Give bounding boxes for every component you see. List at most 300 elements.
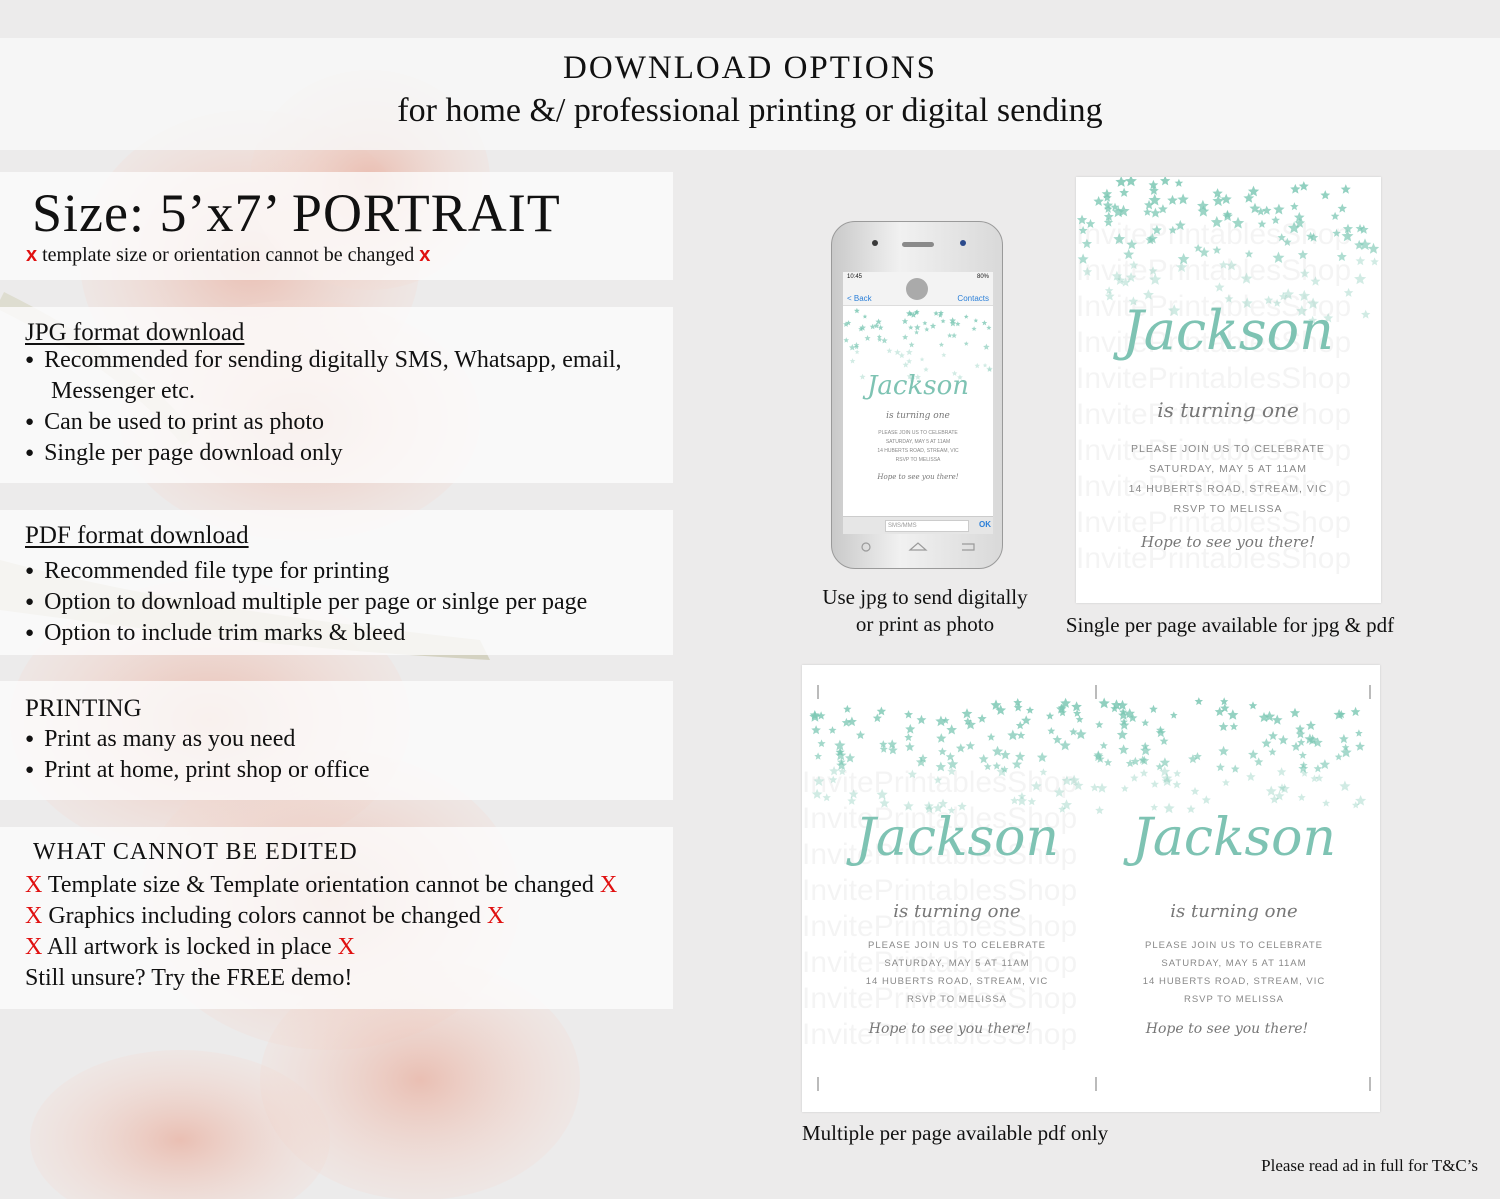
star-icon [941, 319, 946, 324]
star-icon [951, 333, 957, 339]
star-icon [955, 321, 960, 326]
star-icon [1322, 799, 1330, 807]
star-icon [1177, 194, 1188, 205]
list-item: ● Recommended for sending digitally SMS, Whatsapp, email, [25, 347, 622, 374]
phone-nav-icons [852, 540, 984, 554]
star-icon [1212, 188, 1222, 198]
star-icon [917, 715, 927, 724]
star-icon [1254, 757, 1263, 766]
star-icon [1105, 291, 1115, 300]
x-icon: X [486, 903, 505, 929]
star-icon [1095, 806, 1104, 814]
list-item: ● Single per page download only [25, 440, 343, 467]
restriction-item [25, 872, 617, 899]
star-icon [1298, 793, 1306, 801]
jpg-panel [0, 307, 673, 483]
size-note [26, 244, 430, 267]
restriction-text: All artwork is locked in place [47, 934, 332, 960]
star-icon [1227, 709, 1238, 720]
size-note-text: template size or orientation cannot be changed [37, 244, 420, 266]
star-icon [1231, 765, 1240, 773]
star-icon [1355, 741, 1365, 750]
star-icon [1097, 783, 1108, 793]
star-icon [1311, 276, 1321, 286]
star-icon [879, 798, 889, 808]
star-icon [905, 742, 915, 751]
star-icon [850, 358, 856, 363]
star-icon [1118, 710, 1129, 720]
list-item: ● Option to include trim marks & bleed [25, 620, 405, 647]
star-icon [1100, 742, 1108, 750]
star-icon [1249, 701, 1258, 709]
star-icon [1266, 786, 1277, 797]
star-icon [1195, 697, 1203, 705]
star-icon [1298, 250, 1308, 260]
invitation-subtitle: is turning one [886, 411, 950, 421]
star-icon [1117, 729, 1128, 740]
star-icon [1054, 787, 1065, 797]
star-icon [886, 348, 892, 354]
phone-caption-line1: Use jpg to send digitally [822, 585, 1028, 609]
star-icon [1211, 216, 1223, 228]
star-icon [1141, 719, 1149, 727]
star-icon [1332, 229, 1341, 237]
star-icon [1246, 772, 1256, 781]
star-icon [1016, 721, 1025, 729]
star-icon [1014, 703, 1023, 711]
star-icon [992, 746, 1003, 757]
invitation-line: RSVP TO MELISSA [1183, 994, 1285, 1005]
star-icon [1037, 752, 1048, 762]
star-icon [1178, 253, 1190, 264]
phone-invitation [843, 308, 993, 518]
star-icon [1079, 226, 1088, 234]
cannot-edit-title: WHAT CANNOT BE EDITED [33, 839, 358, 865]
contacts-link: Contacts [957, 294, 989, 303]
star-icon [1125, 177, 1137, 186]
star-icon [1222, 779, 1230, 787]
star-confetti [1090, 697, 1366, 814]
star-icon [829, 776, 837, 784]
star-icon [975, 363, 981, 368]
star-icon [950, 320, 957, 326]
x-icon: X [337, 934, 355, 960]
star-icon [876, 789, 887, 800]
star-icon [894, 349, 901, 355]
star-icon [1076, 715, 1084, 723]
camera-icon [872, 240, 878, 246]
star-icon [1290, 202, 1299, 210]
restriction-item [25, 934, 355, 961]
star-icon [1320, 190, 1330, 199]
invitation-line: RSVP TO MELISSA [906, 994, 1008, 1005]
star-icon [1113, 233, 1125, 244]
star-icon [1093, 196, 1104, 206]
star-icon [1337, 252, 1347, 262]
star-icon [936, 733, 946, 743]
star-icon [1012, 759, 1022, 769]
star-icon [962, 708, 973, 718]
star-icon [1232, 217, 1244, 229]
star-icon [1283, 238, 1292, 246]
star-icon [1248, 749, 1258, 759]
star-icon [1053, 735, 1063, 744]
star-icon [1219, 722, 1229, 731]
invitation-line: PLEASE JOIN US TO CELEBRATE [878, 430, 958, 436]
x-icon: X [599, 872, 618, 898]
star-icon [818, 739, 826, 747]
star-icon [1131, 757, 1140, 766]
star-icon [964, 314, 969, 318]
printing-section-title: PRINTING [25, 695, 142, 722]
star-icon [1361, 310, 1370, 319]
star-icon [843, 705, 851, 713]
star-icon [1077, 215, 1087, 225]
cannot-edit-panel [0, 827, 673, 1009]
star-icon [1175, 220, 1186, 230]
star-icon [1290, 184, 1300, 194]
phone-caption-line2: or print as photo [855, 612, 995, 636]
star-icon [974, 318, 979, 322]
pdf-section-title: PDF format download [25, 522, 249, 549]
star-icon [1123, 249, 1134, 259]
star-icon [906, 358, 912, 364]
star-icon [1167, 195, 1178, 205]
star-icon [956, 743, 966, 752]
star-icon [993, 762, 1001, 770]
star-icon [809, 711, 820, 722]
star-icon [845, 753, 855, 763]
star-icon [873, 714, 882, 723]
invitation-line: SATURDAY, MAY 5 AT 11AM [1161, 958, 1307, 969]
list-item: ● Recommended file type for printing [25, 558, 389, 585]
invitation-closing: Hope to see you there! [1141, 533, 1315, 551]
star-icon [947, 333, 952, 338]
star-icon [1152, 225, 1162, 235]
contact-avatar-icon [906, 278, 928, 300]
printing-panel [0, 681, 673, 800]
x-icon: X [25, 903, 43, 929]
invitation-closing: Hope to see you there! [877, 473, 959, 481]
list-item: ● Can be used to print as photo [25, 409, 324, 436]
invitation-copy-left [846, 808, 1059, 1037]
star-icon [1095, 721, 1103, 729]
star-icon [982, 320, 988, 325]
star-icon [880, 745, 888, 753]
page-title: DOWNLOAD OPTIONS [563, 50, 937, 86]
star-icon [908, 325, 913, 330]
star-icon [1017, 796, 1027, 806]
star-icon [856, 730, 865, 739]
star-icon [1021, 715, 1031, 725]
sensor-icon [960, 240, 966, 246]
star-icon [1218, 746, 1229, 756]
star-icon [1226, 260, 1237, 270]
phone-mockup [831, 221, 1003, 569]
invitation-line: RSVP TO MELISSA [895, 457, 941, 463]
star-icon [1090, 783, 1099, 791]
star-icon [1149, 705, 1158, 713]
star-icon [1354, 273, 1366, 284]
star-icon [904, 710, 913, 718]
search-icon [862, 543, 870, 551]
star-icon [930, 323, 936, 329]
header-banner [0, 38, 1500, 150]
star-icon [1129, 261, 1138, 270]
invitation-line: 14 HUBERTS ROAD, STREAM, VIC [1142, 976, 1326, 987]
star-icon [1069, 728, 1077, 736]
star-icon [1213, 246, 1222, 254]
invitation-copy-right [1123, 808, 1336, 1037]
star-icon [1075, 729, 1086, 740]
star-icon [1126, 272, 1137, 282]
invitation-subtitle: is turning one [1170, 901, 1298, 922]
star-icon [938, 747, 947, 755]
star-icon [1273, 252, 1285, 264]
star-icon [1140, 756, 1150, 765]
star-icon [941, 352, 946, 357]
star-icon [1130, 774, 1138, 782]
star-icon [878, 325, 884, 331]
star-icon [1339, 734, 1349, 743]
star-icon [1342, 230, 1354, 241]
star-icon [1278, 735, 1288, 745]
star-icon [1118, 744, 1129, 754]
star-icon [1143, 208, 1152, 216]
star-icon [906, 349, 913, 355]
star-icon [1271, 216, 1280, 224]
list-item-continuation: Messenger etc. [51, 378, 195, 404]
star-icon [1230, 722, 1238, 730]
invitation-line: 14 HUBERTS ROAD, STREAM, VIC [865, 976, 1049, 987]
list-item: ● Print at home, print shop or office [25, 757, 370, 784]
star-icon [1221, 194, 1232, 205]
star-icon [1149, 266, 1158, 275]
star-icon [855, 349, 860, 354]
invitation-line: 14 HUBERTS ROAD, STREAM, VIC [877, 448, 959, 454]
invitation-line: SATURDAY, MAY 5 AT 11AM [885, 439, 951, 445]
star-icon [1338, 204, 1347, 213]
star-icon [1078, 254, 1089, 264]
star-icon [1126, 239, 1137, 249]
star-icon [829, 726, 837, 734]
star-icon [1099, 698, 1110, 709]
star-icon [814, 752, 822, 759]
star-icon [1007, 730, 1018, 741]
star-icon [984, 763, 992, 771]
star-icon [1222, 211, 1233, 221]
restriction-text: Template size & Template orientation cannot be changed [47, 872, 594, 898]
invitation-name: Jackson [855, 808, 1059, 868]
star-icon [1331, 212, 1340, 220]
star-icon [966, 741, 975, 750]
invitation-line: PLEASE JOIN US TO CELEBRATE [1145, 940, 1323, 951]
star-icon [1060, 740, 1071, 751]
star-icon [924, 327, 929, 332]
star-icon [986, 325, 991, 330]
star-icon [870, 324, 876, 330]
star-icon [899, 352, 905, 358]
size-title: Size: 5’x7’ PORTRAIT [32, 183, 561, 243]
star-icon [1370, 257, 1378, 265]
star-icon [1356, 256, 1366, 265]
star-icon [946, 724, 957, 734]
single-invitation-preview [1076, 177, 1381, 603]
star-icon [1198, 206, 1210, 217]
list-item: ● Print as many as you need [25, 726, 295, 753]
invitation-line: RSVP TO MELISSA [1173, 503, 1283, 515]
star-icon [914, 324, 921, 330]
star-icon [1241, 273, 1253, 284]
sheet-artwork [802, 665, 1380, 1112]
star-icon [1314, 764, 1323, 772]
star-icon [877, 707, 886, 716]
single-caption: Single per page available for jpg & pdf [1065, 613, 1395, 637]
star-icon [1062, 775, 1073, 785]
star-icon [1290, 708, 1300, 718]
star-icon [977, 714, 986, 723]
star-icon [843, 337, 849, 342]
star-icon [1160, 737, 1169, 745]
phone-screen [843, 272, 993, 534]
star-icon [1355, 729, 1363, 736]
star-icon [1278, 233, 1286, 241]
invitation-line: 14 HUBERTS ROAD, STREAM, VIC [1128, 483, 1328, 495]
star-icon [1104, 758, 1112, 766]
star-icon [1040, 768, 1048, 775]
star-icon [829, 766, 839, 775]
star-icon [964, 341, 969, 346]
demo-note: Still unsure? Try the FREE demo! [25, 965, 353, 991]
home-icon [910, 543, 926, 550]
star-icon [920, 357, 925, 361]
star-icon [1268, 731, 1278, 740]
x-icon: X [25, 934, 43, 960]
invitation-artwork [1076, 177, 1381, 603]
phone-time: 10:45 [847, 274, 863, 280]
star-icon [933, 311, 938, 316]
pdf-panel [0, 510, 673, 655]
star-icon [905, 724, 915, 734]
star-icon [1341, 184, 1351, 194]
star-icon [1017, 731, 1026, 739]
star-icon [1140, 769, 1148, 777]
invitation-closing: Hope to see you there! [868, 1021, 1032, 1037]
star-icon [1300, 268, 1310, 277]
star-icon [1028, 797, 1037, 805]
star-icon [863, 314, 868, 318]
invitation-line: SATURDAY, MAY 5 AT 11AM [1149, 463, 1307, 475]
star-icon [1119, 188, 1129, 197]
star-icon [1160, 177, 1170, 185]
star-icon [1115, 177, 1127, 187]
star-icon [1335, 753, 1343, 761]
jpg-section-title: JPG format download [25, 319, 245, 346]
star-icon [817, 711, 826, 719]
multiple-caption: Multiple per page available pdf only [802, 1121, 1109, 1145]
star-icon [1000, 750, 1010, 760]
star-icon [865, 335, 871, 341]
star-icon [1219, 260, 1228, 269]
star-icon [1215, 282, 1225, 292]
star-icon [881, 337, 888, 343]
star-icon [1104, 218, 1113, 227]
star-icon [936, 762, 946, 772]
star-icon [1191, 787, 1200, 795]
star-icon [1299, 181, 1309, 191]
star-icon [1216, 763, 1225, 772]
star-icon [1071, 701, 1082, 711]
x-icon: X [25, 872, 43, 898]
size-panel [0, 172, 673, 280]
back-link: < Back [847, 294, 872, 303]
invitation-name: Jackson [1132, 808, 1336, 868]
star-icon [1173, 780, 1182, 788]
star-icon [812, 789, 823, 799]
star-icon [1082, 239, 1092, 249]
star-icon [1258, 220, 1267, 228]
star-icon [1031, 781, 1042, 791]
star-icon [987, 733, 995, 741]
star-icon [1277, 767, 1286, 776]
star-icon [934, 776, 943, 784]
star-icon [1261, 738, 1271, 748]
star-icon [1306, 720, 1316, 730]
sms-field: SMS/MMS [885, 520, 969, 532]
x-icon: x [419, 244, 431, 266]
star-icon [1149, 273, 1161, 285]
star-icon [946, 752, 955, 761]
back-icon [962, 544, 974, 550]
star-confetti [809, 698, 1086, 814]
star-icon [1273, 204, 1284, 215]
star-icon [1026, 706, 1034, 714]
star-icon [847, 796, 856, 805]
star-icon [914, 330, 919, 335]
star-icon [877, 337, 882, 342]
star-icon [1083, 267, 1093, 276]
star-icon [972, 326, 977, 331]
star-icon [811, 725, 821, 734]
star-icon [1015, 751, 1025, 761]
star-icon [823, 793, 831, 801]
star-icon [860, 374, 866, 380]
star-icon [1212, 195, 1224, 206]
star-icon [1339, 781, 1350, 792]
star-icon [1175, 179, 1184, 187]
page-subtitle: for home &/ professional printing or digital sending [397, 92, 1103, 129]
restriction-item [25, 903, 504, 930]
star-icon [979, 754, 989, 763]
star-icon [814, 776, 825, 786]
star-icon [1351, 707, 1361, 716]
star-icon [1119, 720, 1129, 730]
star-icon [1262, 206, 1272, 215]
star-icon [1149, 186, 1159, 195]
star-icon [1202, 795, 1211, 804]
star-icon [1121, 785, 1129, 792]
invitation-line: PLEASE JOIN US TO CELEBRATE [868, 940, 1046, 951]
star-icon [909, 342, 915, 348]
message-input-bar [843, 516, 993, 534]
star-icon [1047, 727, 1055, 734]
star-icon [1344, 288, 1353, 297]
star-icon [854, 308, 860, 313]
star-icon [1173, 770, 1181, 778]
star-icon [922, 321, 927, 326]
star-icon [904, 733, 912, 741]
invitation-line: SATURDAY, MAY 5 AT 11AM [884, 958, 1030, 969]
